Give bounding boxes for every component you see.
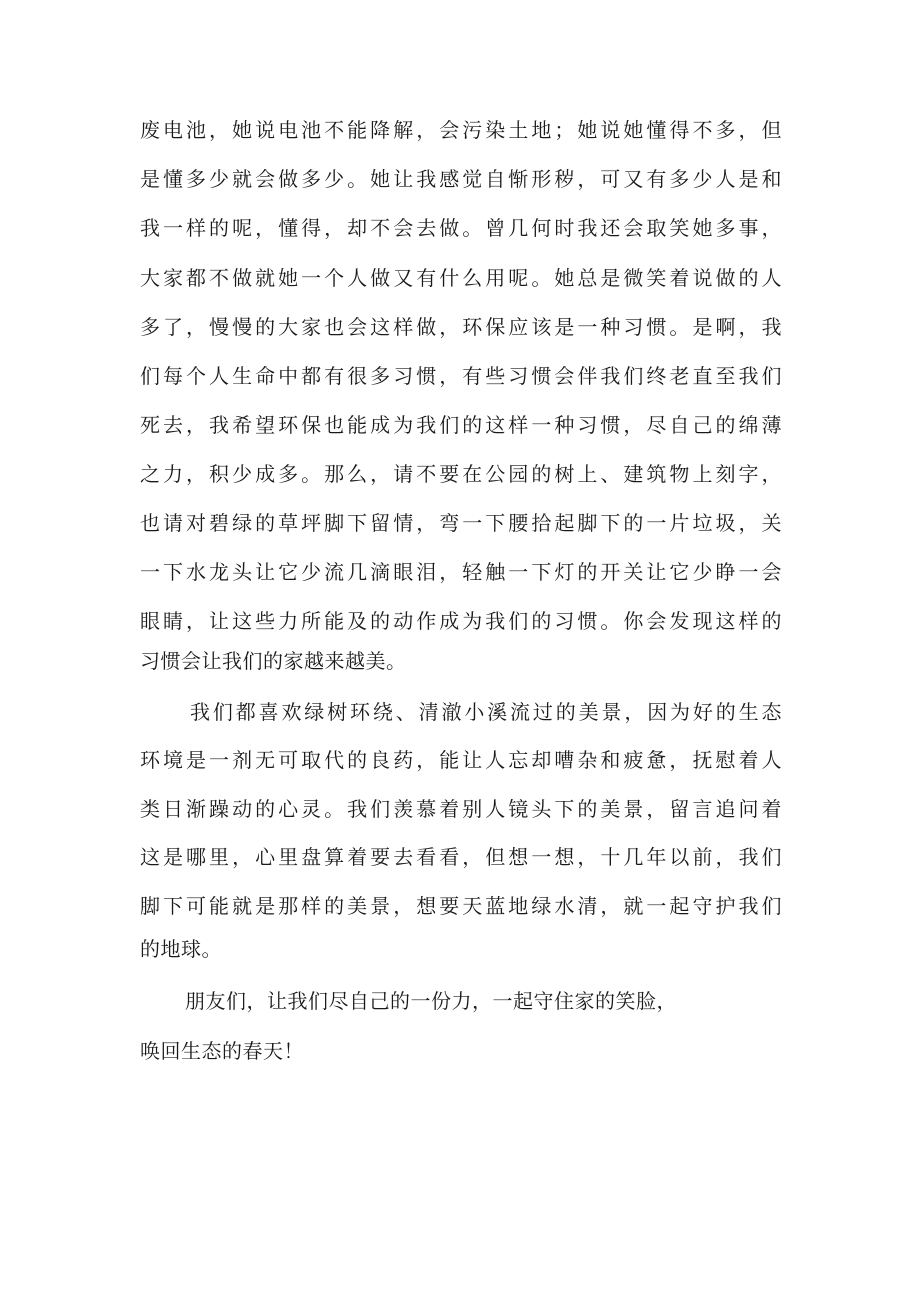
paragraph-2-line: 类日渐躁动的心灵。我们羡慕着别人镜头下的美景，留言追问着	[140, 797, 782, 821]
paragraph-1-line: 是懂多少就会做多少。她让我感觉自惭形秽，可又有多少人是和	[140, 167, 782, 191]
paragraph-1-line: 多了，慢慢的大家也会这样做，环保应该是一种习惯。是啊，我	[140, 315, 782, 339]
paragraph-2-line: 环境是一剂无可取代的良药，能让人忘却嘈杂和疲惫，抚慰着人	[140, 748, 782, 772]
paragraph-1-line: 死去，我希望环保也能成为我们的这样一种习惯，尽自己的绵薄	[140, 413, 782, 437]
paragraph-2-line: 我们都喜欢绿树环绕、清澈小溪流过的美景，因为好的生态	[190, 700, 782, 724]
paragraph-1-line: 习惯会让我们的家越来越美。	[140, 649, 407, 673]
paragraph-1-line: 们每个人生命中都有很多习惯，有些习惯会伴我们终老直至我们	[140, 364, 782, 388]
paragraph-1-line: 废电池，她说电池不能降解，会污染土地；她说她懂得不多，但	[140, 118, 782, 142]
paragraph-1-line: 一下水龙头让它少流几滴眼泪，轻触一下灯的开关让它少睁一会	[140, 560, 782, 584]
paragraph-2-line: 脚下可能就是那样的美景，想要天蓝地绿水清，就一起守护我们	[140, 894, 782, 918]
paragraph-2-line: 这是哪里，心里盘算着要去看看，但想一想，十几年以前，我们	[140, 845, 782, 869]
paragraph-1-line: 也请对碧绿的草坪脚下留情，弯一下腰拾起脚下的一片垃圾，关	[140, 511, 782, 535]
paragraph-1-line: 大家都不做就她一个人做又有什么用呢。她总是微笑着说做的人	[140, 266, 782, 290]
paragraph-2-line: 的地球。	[140, 937, 222, 961]
paragraph-3-line: 朋友们，让我们尽自己的一份力，一起守住家的笑脸，	[185, 989, 677, 1013]
paragraph-1-line: 我一样的呢，懂得，却不会去做。曾几何时我还会取笑她多事，	[140, 216, 782, 240]
paragraph-3-line: 唤回生态的春天！	[140, 1039, 304, 1063]
paragraph-1-line: 之力，积少成多。那么，请不要在公园的树上、建筑物上刻字，	[140, 462, 782, 486]
paragraph-1-line: 眼睛，让这些力所能及的动作成为我们的习惯。你会发现这样的	[140, 609, 782, 633]
